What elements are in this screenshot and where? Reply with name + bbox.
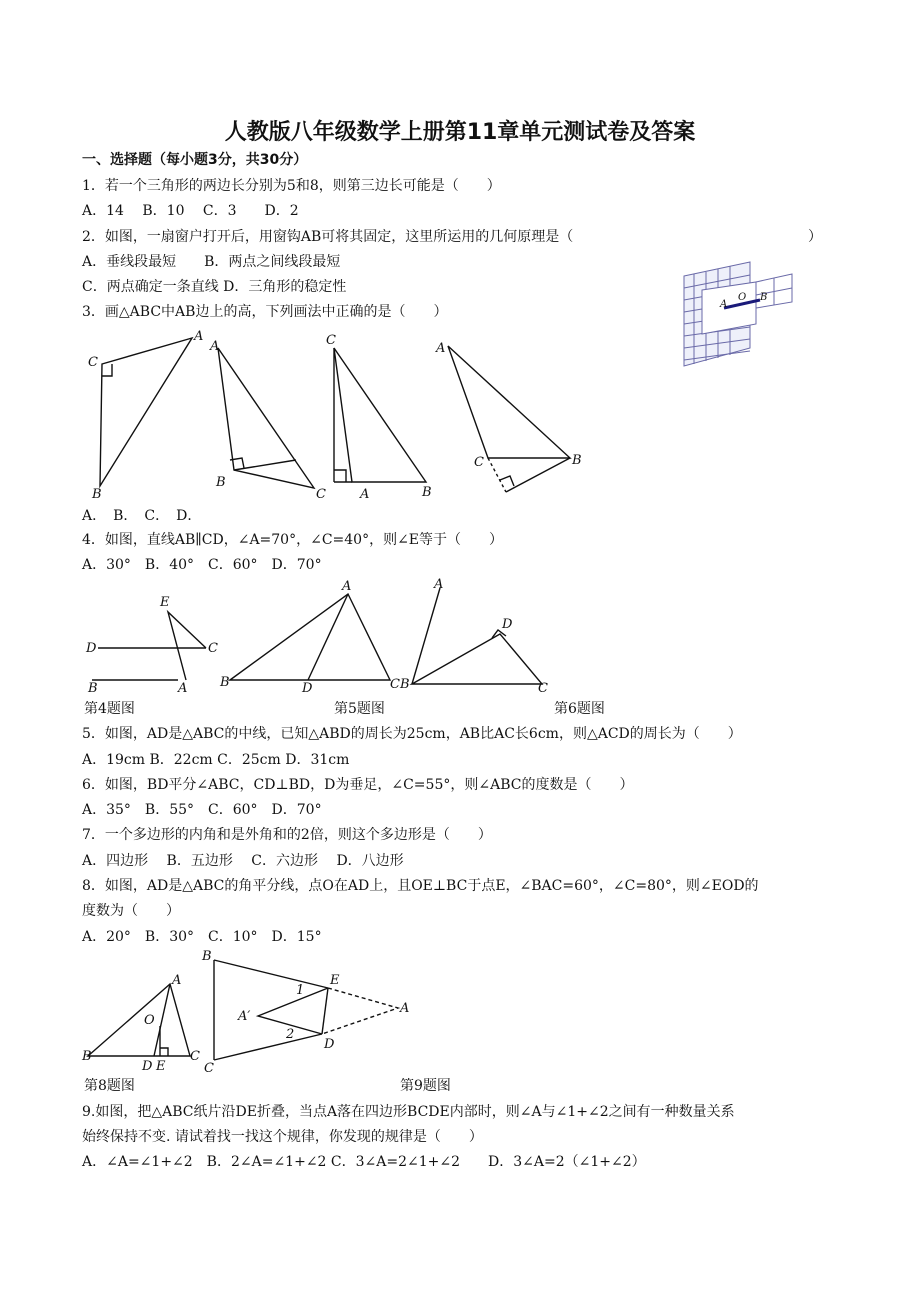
caption-fig4: 第4题图 [84,701,135,717]
fig5-triangle [230,594,390,680]
figure-point-label: D [324,1037,335,1052]
q3-fig-c-triangle [334,348,426,482]
caption-fig6: 第6题图 [554,701,605,717]
window-figure [680,262,800,372]
figure-point-label: E [330,973,340,988]
figure-point-label: 1 [296,983,305,998]
figure-point-label: E [160,595,170,610]
caption-fig9: 第9题图 [400,1078,451,1094]
figure-point-label: E [156,1059,166,1074]
question-6-options: A．35° B．55° C．60° D．70° [82,802,322,818]
figure-point-label: B [572,453,582,468]
fig2-label-O: O [738,292,747,303]
fig8-bisector [154,984,170,1056]
figure-point-label: A [436,341,446,356]
question-3: 3．画△ABC中AB边上的高，下列画法中正确的是（ ） [82,304,448,320]
fig8-triangle [88,984,190,1056]
fig2-label-B: B [760,292,768,303]
figure-point-label: A [194,329,204,344]
figure-point-label: B [202,949,212,964]
figure-point-label: B [216,475,226,490]
figure-point-label: C [204,1061,214,1076]
fig9-dashed [322,988,398,1034]
figure-point-label: C [208,641,218,656]
fig6-triangle [412,634,542,684]
question-7-options: A．四边形 B．五边形 C．六边形 D．八边形 [82,853,404,869]
figure-point-label: D [302,681,313,696]
question-5: 5．如图，AD是△ABC的中线，已知△ABD的周长为25cm，AB比AC长6cm，则△ACD的周长为（ ） [82,726,742,742]
question-7: 7．一个多边形的内角和是外角和的2倍，则这个多边形是（ ） [82,827,492,843]
figure-point-label: D [142,1059,153,1074]
figure-point-label: C [316,487,326,502]
fig6-ray [412,588,440,684]
figure-point-label: C [538,681,548,696]
question-2: 2．如图，一扇窗户打开后，用窗钩AB可将其固定，这里所运用的几何原理是（ [82,229,574,245]
figure-point-label: C [390,677,400,692]
figure-point-label: A [360,487,370,502]
question-3-options: A． B． C． D． [82,508,202,524]
page-title: 人教版八年级数学上册第11章单元测试卷及答案 [224,120,696,145]
question-9-options: A．∠A=∠1+∠2 B．2∠A=∠1+∠2 C．3∠A=2∠1+∠2 D．3∠A=2（∠1+∠2） [82,1154,646,1170]
question-8-options: A．20° B．30° C．10° D．15° [82,929,322,945]
figure-point-label: A [178,681,188,696]
figure-point-label: A [210,339,220,354]
figure-point-label: D [86,641,97,656]
figure-point-label: B [422,485,432,500]
figure-point-label: A [400,1001,410,1016]
figure-point-label: O [144,1013,155,1028]
q3-fig-b-triangle [218,348,314,488]
question-4: 4．如图，直线AB∥CD，∠A=70°，∠C=40°，则∠E等于（ ） [82,532,504,548]
q3-fig-a-right-angle [102,364,112,376]
question-5-options: A．19cm B．22cm C．25cm D．31cm [82,752,350,768]
figure-point-label: A [342,579,352,594]
q3-figures [82,326,602,506]
caption-fig8: 第8题图 [84,1078,135,1094]
q3-fig-a-triangle [100,338,192,486]
figure-point-label: B [220,675,230,690]
figure-point-label: C [326,333,336,348]
question-4-options: A．30° B．40° C．60° D．70° [82,557,322,573]
figure-point-label: B [92,487,102,502]
figure-point-label: A [172,973,182,988]
figure-point-label: A′ [238,1009,251,1024]
question-8: 8．如图，AD是△ABC的角平分线，点O在AD上，且OE⊥BC于点E，∠BAC=60°，∠C=80°，则∠EOD的 [82,878,759,894]
figure-point-label: C [474,455,484,470]
figure-point-label: C [190,1049,200,1064]
fig2-label-A: A [720,299,728,310]
q4-q5-q6-figures [82,578,562,698]
figure-point-label: C [88,355,98,370]
question-9: 9.如图，把△ABC纸片沿DE折叠，当点A落在四边形BCDE内部时，则∠A与∠1+∠2之间有一种数量关系 [82,1104,735,1120]
figure-point-label: 2 [286,1027,295,1042]
section-heading: 一、选择题（每小题3分，共30分） [82,152,308,168]
question-1-options: A．14 B．10 C．3 D．2 [82,203,299,219]
question-9-text-2: 始终保持不变. 请试着找一找这个规律，你发现的规律是（ ） [82,1129,483,1145]
figure-point-label: D [502,617,513,632]
question-2-options-1: A．垂线段最短 B．两点之间线段最短 [82,254,341,270]
fig5-median [308,594,348,680]
figure-point-label: B [400,677,410,692]
q8-q9-figures [82,948,422,1076]
question-2-options-2: C．两点确定一条直线 D．三角形的稳定性 [82,279,347,295]
question-2-paren: ） [808,229,822,245]
question-1: 1．若一个三角形的两边长分别为5和8，则第三边长可能是（ ） [82,178,501,194]
figure-point-label: B [88,681,98,696]
caption-fig5: 第5题图 [334,701,385,717]
q3-fig-d-triangle [448,346,570,458]
question-8-text-2: 度数为（ ） [82,903,180,919]
fig4-e-lines [168,612,206,680]
figure-point-label: B [82,1049,92,1064]
question-6: 6．如图，BD平分∠ABC，CD⊥BD，D为垂足，∠C=55°，则∠ABC的度数是（ ） [82,777,634,793]
figure-point-label: A [434,577,444,592]
